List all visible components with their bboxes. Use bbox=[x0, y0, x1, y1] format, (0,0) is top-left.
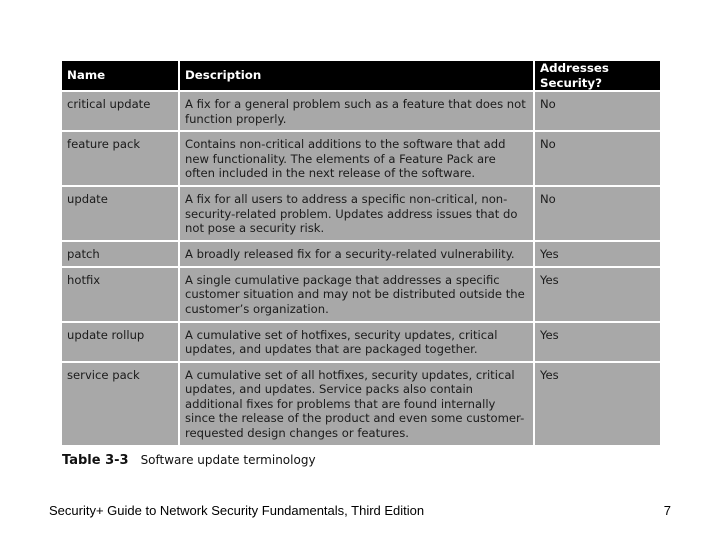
cell-security: No bbox=[534, 131, 660, 186]
cell-name: patch bbox=[62, 241, 179, 267]
header-name: Name bbox=[62, 61, 179, 91]
table-caption bbox=[62, 453, 316, 468]
table-row bbox=[62, 241, 660, 267]
cell-description: A fix for all users to address a specific non-critical, non-security-related problem. Updates address issues that do not pose a security risk. bbox=[179, 186, 534, 241]
footer-book-title: Security+ Guide to Network Security Fundamentals, Third Edition bbox=[49, 503, 425, 518]
table-row bbox=[62, 186, 660, 241]
cell-security: Yes bbox=[534, 362, 660, 446]
cell-security: Yes bbox=[534, 322, 660, 362]
cell-security: Yes bbox=[534, 267, 660, 322]
caption-number: Table 3-3 bbox=[62, 453, 129, 468]
cell-description: A single cumulative package that addresses a specific customer situation and may not be distributed outside the customer’s organization. bbox=[179, 267, 534, 322]
table-row bbox=[62, 131, 660, 186]
page-number: 7 bbox=[663, 503, 671, 518]
software-update-table bbox=[62, 61, 660, 447]
table-row bbox=[62, 322, 660, 362]
table-header-row bbox=[62, 61, 660, 91]
cell-name: critical update bbox=[62, 91, 179, 131]
table-row bbox=[62, 91, 660, 131]
header-addresses-security: Addresses Security? bbox=[534, 61, 660, 91]
cell-name: update bbox=[62, 186, 179, 241]
header-description: Description bbox=[179, 61, 534, 91]
terminology-table-container bbox=[62, 61, 660, 447]
cell-description: Contains non-critical additions to the software that add new functionality. The elements of a Feature Pack are often included in the next release of the software. bbox=[179, 131, 534, 186]
cell-name: hotfix bbox=[62, 267, 179, 322]
cell-description: A cumulative set of all hotfixes, security updates, critical updates, and updates. Service packs also contain additional fixes for problems that are found internally since the release of the product and even some customer-requested design changes or features. bbox=[179, 362, 534, 446]
table-row bbox=[62, 267, 660, 322]
cell-description: A cumulative set of hotfixes, security updates, critical updates, and updates that are packaged together. bbox=[179, 322, 534, 362]
cell-description: A broadly released fix for a security-related vulnerability. bbox=[179, 241, 534, 267]
cell-security: Yes bbox=[534, 241, 660, 267]
cell-name: feature pack bbox=[62, 131, 179, 186]
cell-security: No bbox=[534, 91, 660, 131]
table-row bbox=[62, 362, 660, 446]
cell-description: A fix for a general problem such as a feature that does not function properly. bbox=[179, 91, 534, 131]
caption-text: Software update terminology bbox=[140, 453, 316, 467]
cell-name: update rollup bbox=[62, 322, 179, 362]
cell-security: No bbox=[534, 186, 660, 241]
cell-name: service pack bbox=[62, 362, 179, 446]
